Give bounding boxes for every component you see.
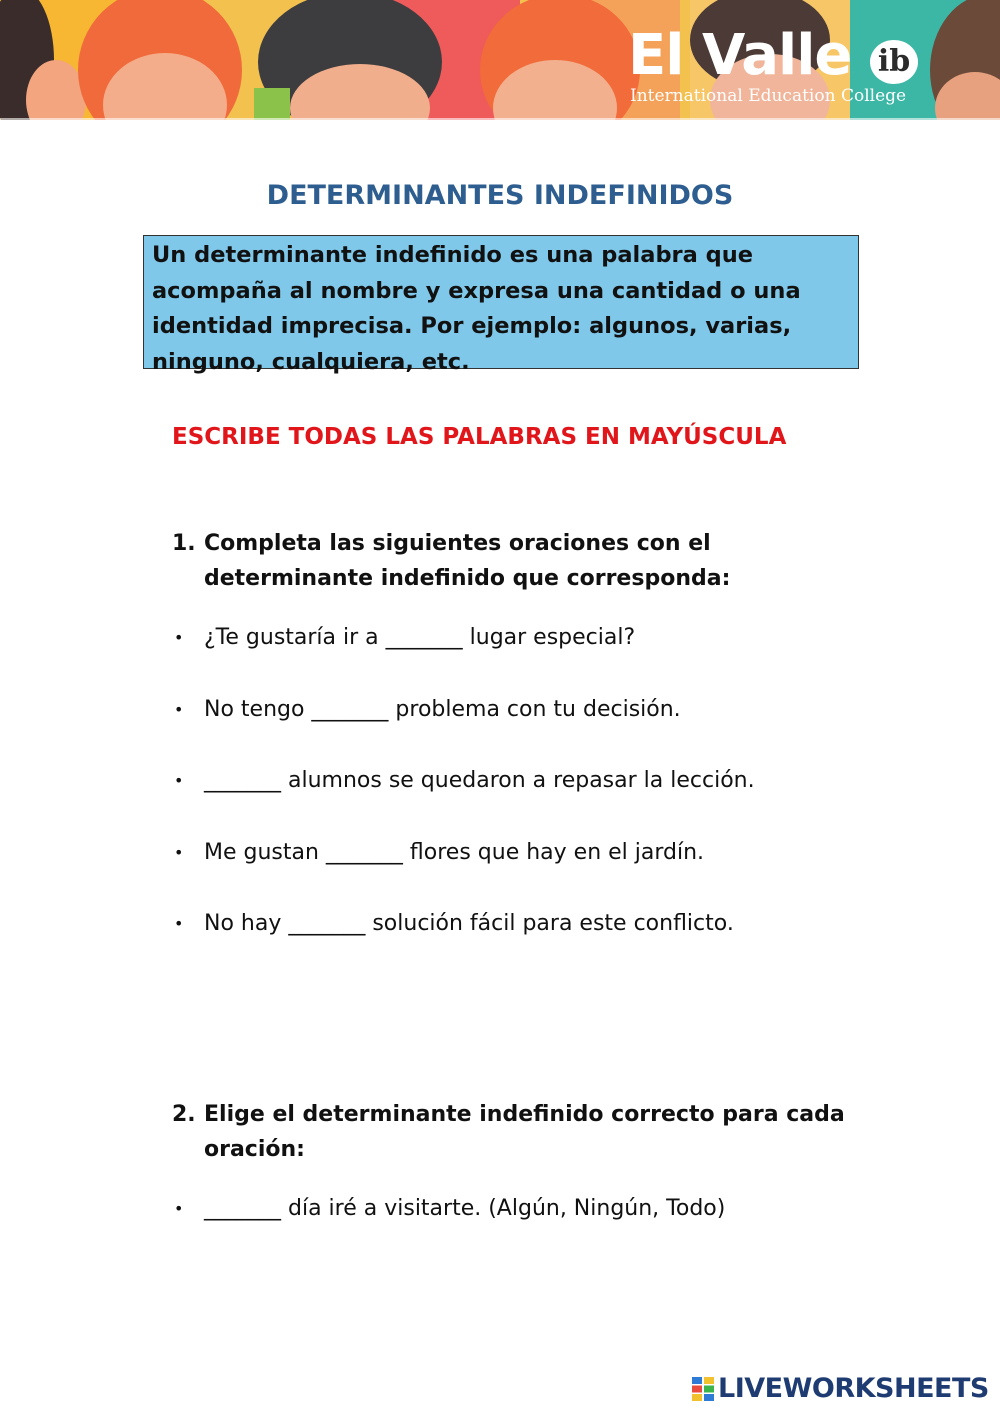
list-item — [172, 693, 892, 765]
bullet-icon: • — [174, 771, 184, 790]
bullet-icon: • — [174, 1199, 184, 1218]
sentence-text[interactable]: No tengo _______ problema con tu decisión. — [204, 696, 681, 722]
list-item — [172, 836, 892, 908]
school-logo — [628, 23, 958, 116]
question-1-number: 1. — [172, 531, 196, 556]
liveworksheets-logo-text: LIVEWORKSHEETS — [718, 1373, 989, 1404]
header-banner — [0, 0, 1000, 120]
sentence-text[interactable]: ¿Te gustaría ir a _______ lugar especial? — [204, 625, 636, 650]
list-item — [172, 621, 892, 693]
bullet-icon: • — [174, 914, 184, 933]
ib-logo-icon: ib — [870, 40, 918, 84]
sentence-text[interactable]: No hay _______ solución fácil para este conflicto. — [204, 911, 734, 936]
bullet-icon: • — [174, 842, 184, 862]
page-title: DETERMINANTES INDEFINIDOS — [266, 180, 734, 211]
list-item — [172, 907, 892, 979]
bullet-icon: • — [174, 628, 184, 647]
definition-box: Un determinante indefinido es una palabra que acompaña al nombre y expresa una cantidad o una identidad imprecisa. Por ejemplo: algunos, varias, ninguno, cualquiera, etc. — [143, 235, 859, 369]
list-item — [172, 764, 892, 836]
sentence-text[interactable]: _______ alumnos se quedaron a repasar la lección. — [204, 768, 755, 793]
sentence-text[interactable]: _______ día iré a visitarte. (Algún, Ningún, Todo) — [204, 1196, 726, 1221]
question-2-text: Elige el determinante indefinido correcto para cada oración: — [204, 1102, 845, 1162]
list-item — [172, 1192, 892, 1264]
question-1 — [172, 526, 872, 596]
bullet-icon: • — [174, 699, 184, 719]
question-1-items — [172, 621, 892, 979]
question-2-number: 2. — [172, 1102, 196, 1127]
liveworksheets-logo-icon — [692, 1377, 714, 1401]
school-logo-name: El Valle — [628, 23, 852, 88]
question-2 — [172, 1097, 872, 1167]
instruction-text: ESCRIBE TODAS LAS PALABRAS EN MAYÚSCULA — [172, 424, 787, 450]
question-1-text: Completa las siguientes oraciones con el determinante indefinido que corresponda: — [204, 531, 731, 591]
liveworksheets-logo[interactable] — [692, 1372, 992, 1406]
sentence-text[interactable]: Me gustan _______ flores que hay en el jardín. — [204, 839, 705, 865]
question-2-items — [172, 1192, 892, 1264]
school-logo-subtitle: International Education College — [630, 86, 907, 106]
